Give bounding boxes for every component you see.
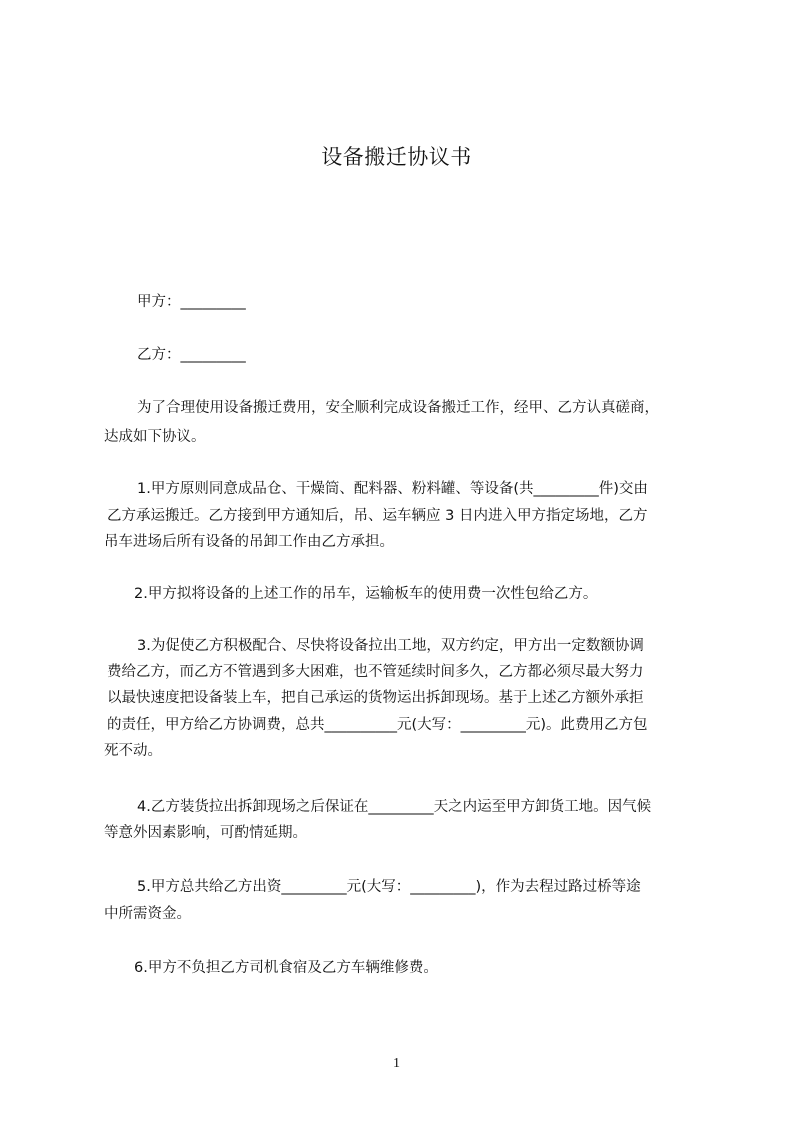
page-number: 1 [393,1056,400,1071]
party-a-line: 甲方：_________ [137,294,246,310]
clause-line: 3.为促使乙方积极配合、尽快将设备拉出工地，双方约定，甲方出一定数额协调 [137,638,644,654]
clause-line: 5.甲方总共给乙方出资_________元(大写：_________)，作为去程过路过桥等途 [137,879,641,895]
clause-line: 2.甲方拟将设备的上述工作的吊车，运输板车的使用费一次性包给乙方。 [134,586,598,602]
clause-line: 中所需资金。 [104,906,191,922]
clause-line: 的责任，甲方给乙方协调费，总共__________元(大写：_________元)。此费用乙方包 [107,717,648,733]
clause-line: 死不动。 [104,743,162,759]
clause-line: 费给乙方，而乙方不管遇到多大困难，也不管延续时间多久，乙方都必须尽最大努力 [107,664,644,680]
intro-line: 达成如下协议。 [104,429,206,445]
clause-line: 4.乙方装货拉出拆卸现场之后保证在_________天之内运至甲方卸货工地。因气候 [137,799,652,815]
clause-line: 以最快速度把设备装上车，把自己承运的货物运出拆卸现场。基于上述乙方额外承拒 [107,690,644,706]
document-title: 设备搬迁协议书 [321,145,472,169]
clause-line: 乙方承运搬迁。乙方接到甲方通知后，吊、运车辆应 3 日内进入甲方指定场地，乙方 [107,508,648,524]
clause-line: 吊车进场后所有设备的吊卸工作由乙方承担。 [104,534,394,550]
clause-line: 1.甲方原则同意成品仓、干燥筒、配料器、粉料罐、等设备(共_________件)交由 [137,481,648,497]
clause-line: 等意外因素影响，可酌情延期。 [104,825,307,841]
clause-line: 6.甲方不负担乙方司机食宿及乙方车辆维修费。 [134,960,438,976]
party-b-line: 乙方：_________ [137,347,246,363]
intro-line: 为了合理使用设备搬迁费用，安全顺利完成设备搬迁工作，经甲、乙方认真磋商， [137,400,659,416]
